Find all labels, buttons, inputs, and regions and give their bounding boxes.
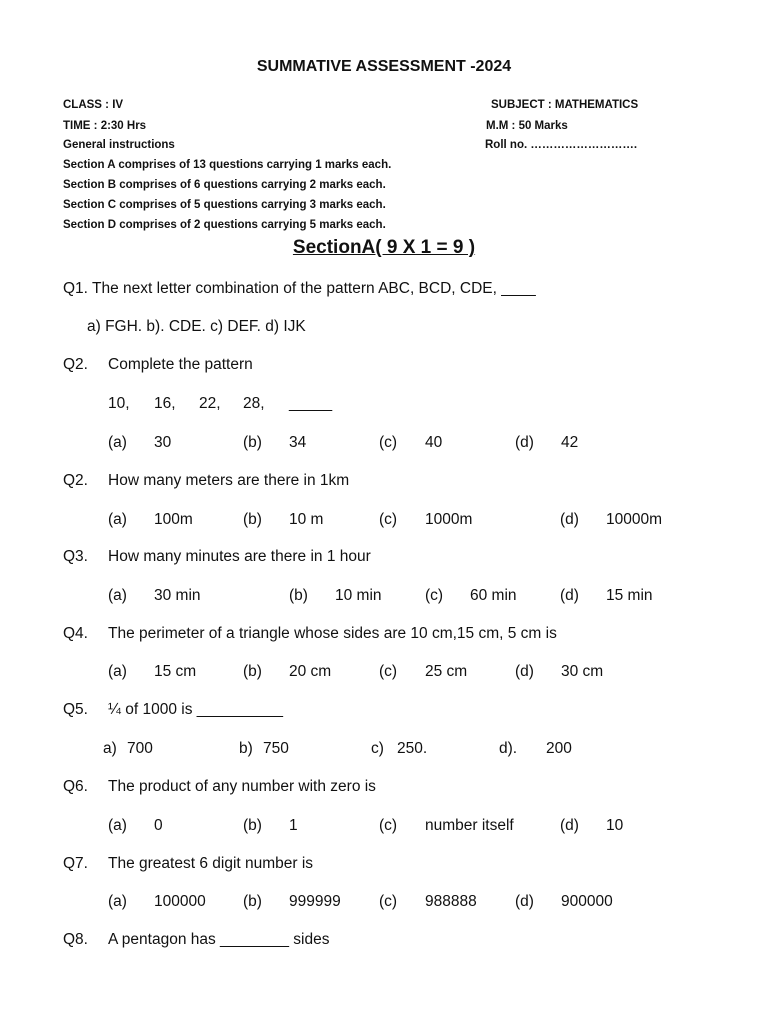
option-value: 10 m: [289, 511, 324, 528]
pattern-term: 28,: [243, 395, 265, 412]
question-number: Q6.: [63, 778, 88, 795]
option-label: a): [103, 740, 117, 757]
pattern-term: 10,: [108, 395, 130, 412]
option-label: (d): [515, 893, 534, 910]
option-label: (b): [243, 817, 262, 834]
option-label: (c): [379, 434, 398, 451]
option-value: 60 min: [470, 587, 517, 604]
option-value: 0: [154, 817, 163, 834]
option-label: (a): [108, 817, 127, 834]
option-label: (d): [560, 817, 579, 834]
instruction-line: Section D comprises of 2 questions carrying 5 marks each.: [63, 219, 386, 231]
question-8-text: A pentagon has ________ sides: [108, 931, 330, 948]
question-number: Q4.: [63, 625, 88, 642]
option-value: 15 cm: [154, 663, 197, 680]
section-a-title: SectionA( 9 X 1 = 9 ): [292, 237, 476, 258]
option-value: 20 cm: [289, 663, 332, 680]
question-number: Q8.: [63, 931, 88, 948]
option-value: 100m: [154, 511, 193, 528]
option-label: (b): [243, 434, 262, 451]
option-value: 1000m: [425, 511, 473, 528]
class-info: CLASS : IV: [63, 99, 124, 111]
option-label: (b): [289, 587, 308, 604]
option-value: 30 min: [154, 587, 201, 604]
roll-number-field: Roll no. ……………………….: [485, 139, 638, 151]
option-label: (b): [243, 511, 262, 528]
option-value: 1: [289, 817, 298, 834]
question-4-text: The perimeter of a triangle whose sides are 10 cm,15 cm, 5 cm is: [108, 625, 557, 642]
pattern-blank: _____: [289, 395, 333, 412]
option-value: 30: [154, 434, 172, 451]
question-number: Q3.: [63, 548, 88, 565]
time-info: TIME : 2:30 Hrs: [63, 120, 147, 132]
option-label: (c): [379, 817, 398, 834]
instruction-line: Section A comprises of 13 questions carrying 1 marks each.: [63, 159, 392, 171]
option-label: (a): [108, 663, 127, 680]
option-label: b): [239, 740, 253, 757]
option-value: 250.: [397, 740, 428, 757]
question-5-text: ¼ of 1000 is __________: [108, 701, 283, 718]
option-label: (a): [108, 434, 127, 451]
option-value: number itself: [425, 817, 514, 834]
option-value: 40: [425, 434, 443, 451]
option-label: (a): [108, 511, 127, 528]
option-value: 900000: [561, 893, 613, 910]
general-instructions-heading: General instructions: [63, 139, 175, 151]
question-number: Q2.: [63, 472, 88, 489]
option-value: 10000m: [606, 511, 663, 528]
option-label: (c): [379, 893, 398, 910]
option-value: 10 min: [335, 587, 382, 604]
question-number: Q7.: [63, 855, 88, 872]
option-label: (c): [379, 663, 398, 680]
option-label: (b): [243, 893, 262, 910]
option-label: (b): [243, 663, 262, 680]
option-label: (d): [560, 587, 579, 604]
question-1-text: Q1. The next letter combination of the pattern ABC, BCD, CDE, ____: [63, 280, 536, 297]
option-value: 100000: [154, 893, 206, 910]
pattern-term: 16,: [154, 395, 176, 412]
option-value: 700: [127, 740, 153, 757]
pattern-term: 22,: [199, 395, 221, 412]
question-number: Q5.: [63, 701, 88, 718]
option-label: (c): [425, 587, 444, 604]
option-label: (a): [108, 587, 127, 604]
option-label: (d): [515, 434, 534, 451]
option-value: 200: [546, 740, 572, 757]
option-value: 999999: [289, 893, 341, 910]
option-value: 25 cm: [425, 663, 468, 680]
subject-info: SUBJECT : MATHEMATICS: [491, 99, 639, 111]
option-label: (d): [515, 663, 534, 680]
option-value: 30 cm: [561, 663, 604, 680]
option-value: 988888: [425, 893, 477, 910]
option-value: 750: [263, 740, 289, 757]
question-2b-text: How many meters are there in 1km: [108, 472, 350, 489]
option-label: (d): [560, 511, 579, 528]
option-value: 42: [561, 434, 579, 451]
option-label: (c): [379, 511, 398, 528]
option-label: d).: [499, 740, 518, 757]
option-label: (a): [108, 893, 127, 910]
option-label: c): [371, 740, 384, 757]
question-2-text: Complete the pattern: [108, 356, 253, 373]
question-1-options: a) FGH. b). CDE. c) DEF. d) IJK: [87, 318, 306, 335]
option-value: 10: [606, 817, 624, 834]
question-3-text: How many minutes are there in 1 hour: [108, 548, 371, 565]
instruction-line: Section B comprises of 6 questions carrying 2 marks each.: [63, 179, 386, 191]
instruction-line: Section C comprises of 5 questions carrying 3 marks each.: [63, 199, 386, 211]
option-value: 15 min: [606, 587, 653, 604]
question-number: Q2.: [63, 356, 88, 373]
page-title: SUMMATIVE ASSESSMENT -2024: [256, 58, 512, 75]
question-6-text: The product of any number with zero is: [108, 778, 376, 795]
question-7-text: The greatest 6 digit number is: [108, 855, 314, 872]
max-marks-info: M.M : 50 Marks: [486, 120, 568, 132]
option-value: 34: [289, 434, 307, 451]
